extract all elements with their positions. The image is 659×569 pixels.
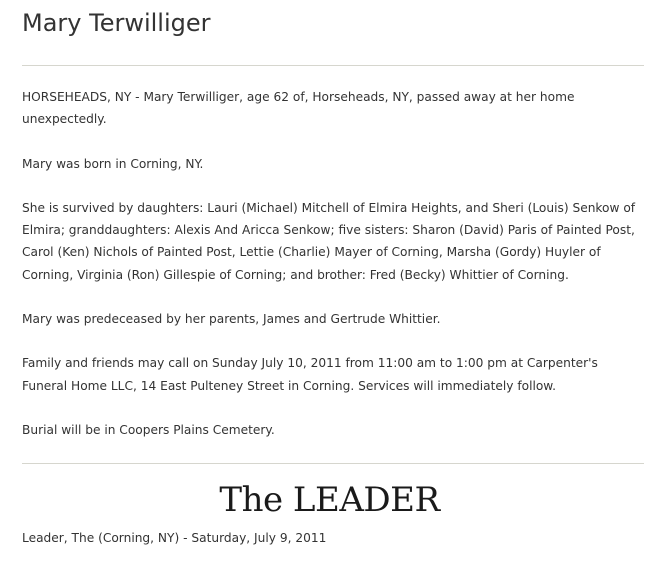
obituary-paragraph-2: Mary was born in Corning, NY. bbox=[22, 156, 204, 171]
newspaper-logo: The LEADER bbox=[219, 480, 440, 520]
obituary-paragraph-5: Family and friends may call on Sunday July 10, 2011 from 11:00 am to 1:00 pm at Carpenter's Funeral Home LLC, 14 East Pulteney Street in Corning. Services will immediately follow. bbox=[22, 356, 598, 393]
obituary-body bbox=[22, 86, 644, 463]
obituary-paragraph-3: She is survived by daughters: Lauri (Michael) Mitchell of Elmira Heights, and Sheri (Louis) Senkow of Elmira; granddaughters: Alexis And Aricca Senkow; five sisters: Sharon (David) Paris of Painted Post, Carol (Ken) Nichols of Painted Post, Lettie (Charlie) Mayer of Corning, Marsha (Gordy) Huyler of Corning, Virginia (Ron) Gillespie of Corning; and brother: Fred (Becky) Whittier of Corning. bbox=[22, 200, 636, 282]
page-title: Mary Terwilliger bbox=[22, 9, 211, 37]
obituary-paragraph-4: Mary was predeceased by her parents, James and Gertrude Whittier. bbox=[22, 311, 441, 326]
bottom-divider bbox=[22, 463, 644, 464]
top-divider bbox=[22, 65, 644, 66]
source-line: Leader, The (Corning, NY) - Saturday, July 9, 2011 bbox=[22, 531, 327, 545]
obituary-paragraph-1: HORSEHEADS, NY - Mary Terwilliger, age 62 of, Horseheads, NY, passed away at her home unexpectedly. bbox=[22, 90, 575, 127]
obituary-paragraph-6: Burial will be in Coopers Plains Cemetery. bbox=[22, 422, 275, 437]
